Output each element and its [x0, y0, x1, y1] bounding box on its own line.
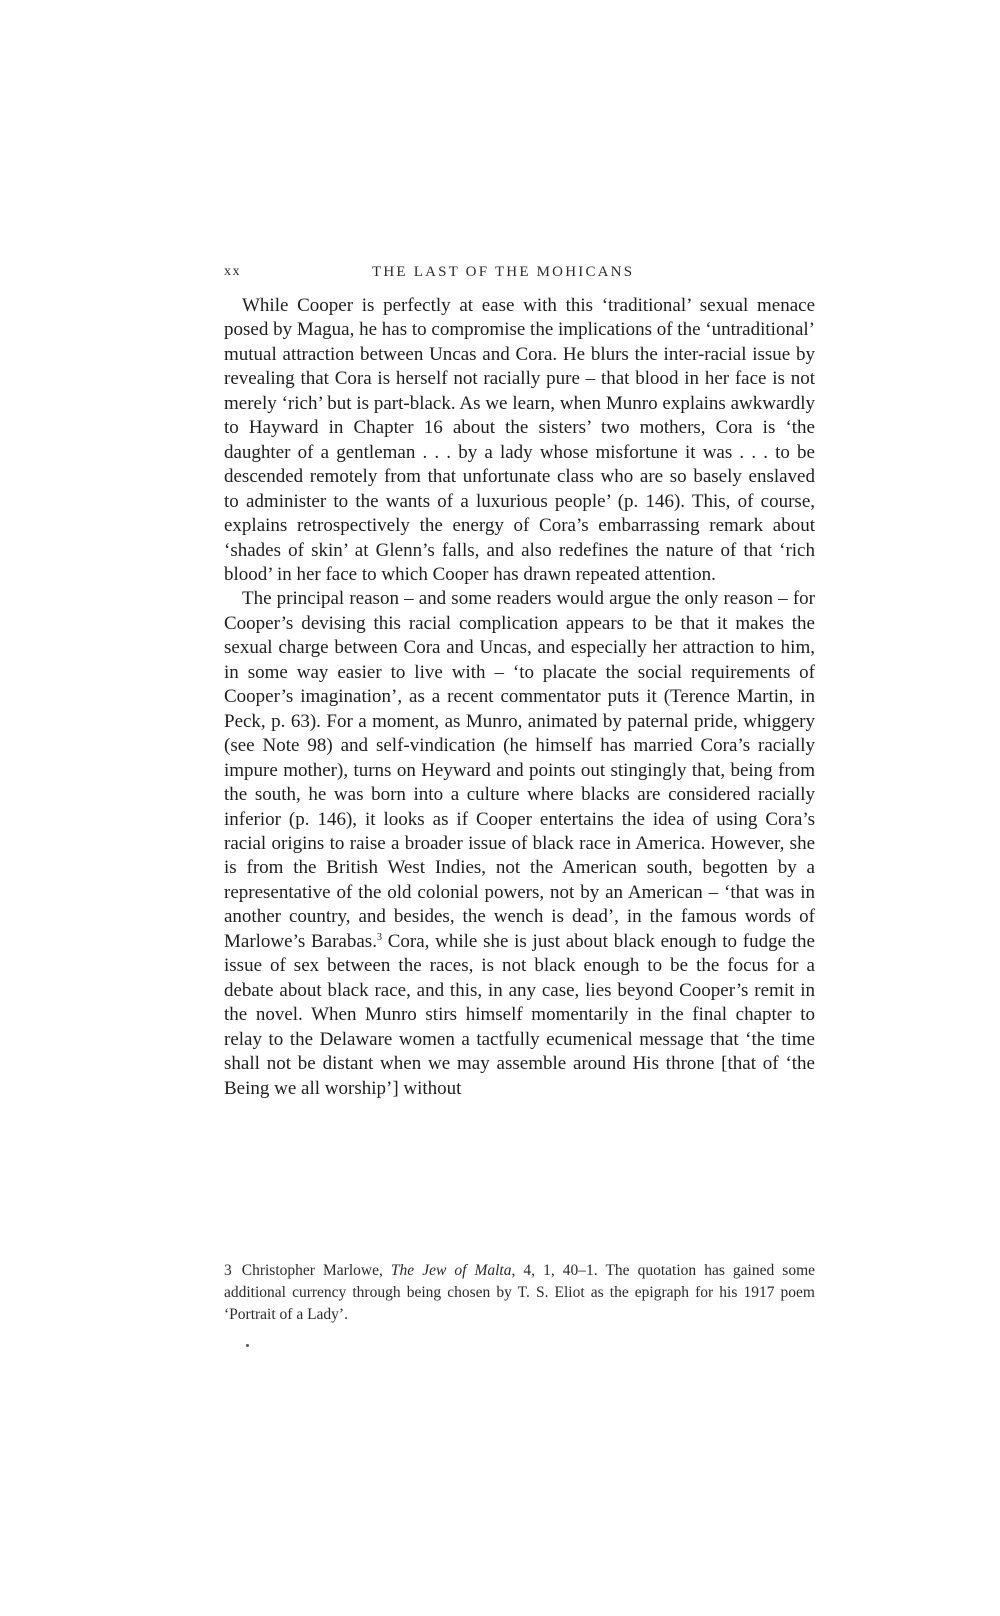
stray-mark [246, 1344, 249, 1347]
paragraph-2-part-1: The principal reason – and some readers would argue the only reason – for Cooper’s devising this racial complication appears to be that it makes the sexual charge between Cora and Uncas, and especially her attraction to him, in some way easier to live with – ‘to placate the social requirements of Cooper’s imagination’, as a recent commentator puts it (Terence Martin, in Peck, p. 63). For a moment, as Munro, animated by paternal pride, whiggery (see Note 98) and self-vindication (he himself has married Cora’s racially impure mother), turns on Heyward and points out stingingly that, being from the south, he was born into a culture where blacks are considered racially inferior (p. 146), it looks as if Cooper entertains the idea of using Cora’s racial origins to raise a broader issue of black race in America. However, she is from the British West Indies, not the American south, begotten by a representative of the old colonial powers, not by an American – ‘that was in another country, and besides, the wench is dead’, in the famous words of Marlowe’s Barabas. [224, 588, 815, 952]
paragraph-1: While Cooper is perfectly at ease with this ‘traditional’ sexual menace posed by Magua, he has to compromise the implications of the ‘untraditional’ mutual attraction between Uncas and Cora. He blurs the inter-racial issue by revealing that Cora is herself not racially pure – that blood in her face is not merely ‘rich’ but is part-black. As we learn, when Munro explains awkwardly to Hayward in Chapter 16 about the sisters’ two mothers, Cora is ‘the daughter of a gentleman . . . by a lady whose misfortune it was . . . to be descended remotely from that unfortunate class who are so basely enslaved to administer to the wants of a luxurious people’ (p. 146). This, of course, explains retrospectively the energy of Cora’s embarrassing remark about ‘shades of skin’ at Glenn’s falls, and also redefines the nature of that ‘rich blood’ in her face to which Cooper has drawn repeated attention. [224, 295, 815, 585]
book-page [224, 262, 815, 1101]
footnote-text: , 4, 1, 40–1. The quotation has gained some additional currency through being chosen by T. S. Eliot as the epigraph for his 1917 poem ‘Portrait of a Lady’. [224, 1262, 816, 1323]
running-title: THE LAST OF THE MOHICANS [372, 264, 635, 280]
body-text [224, 294, 815, 1101]
footnote-work-title: The Jew of Malta [390, 1262, 512, 1279]
page-number: xx [224, 264, 241, 279]
running-head [224, 262, 815, 288]
footnote [224, 1260, 815, 1326]
footnote-number: 3 [224, 1262, 232, 1279]
footnote-author: Christopher Marlowe, [241, 1262, 383, 1279]
paragraph-2 [224, 587, 815, 1101]
footnote-reference: 3 [376, 931, 382, 943]
paragraph-2-part-2: Cora, while she is just about black enough to fudge the issue of sex between the races, is not black enough to be the focus for a debate about black race, and this, in any case, lies beyond Cooper’s remit in the novel. When Munro stirs himself momentarily in the final chapter to relay to the Delaware women a tactfully ecumenical message that ‘the time shall not be distant when we may assemble around His throne [that of ‘the Being we all worship’] without [224, 930, 815, 1099]
